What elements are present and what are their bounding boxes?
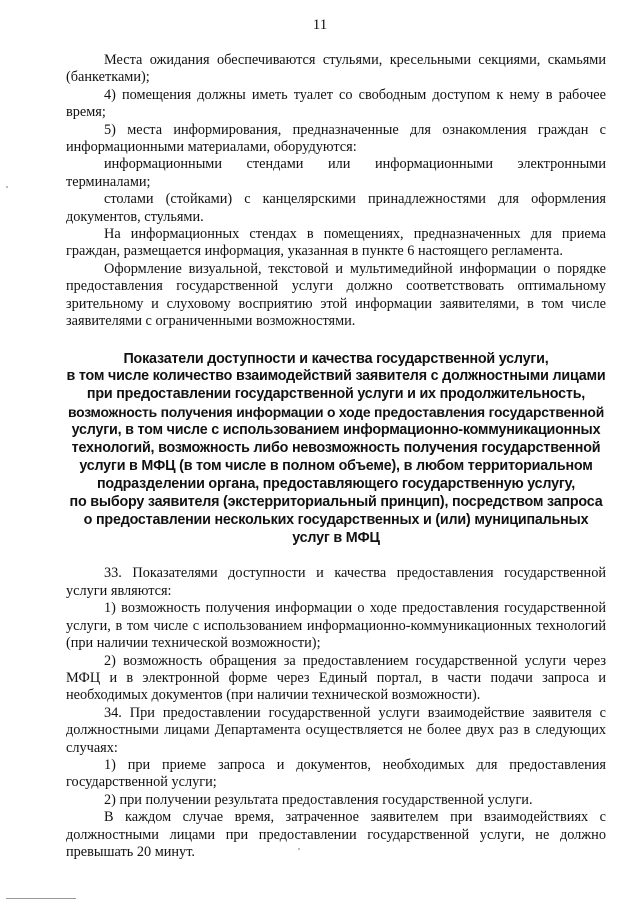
paragraph: 4) помещения должны иметь туалет со свободным доступом к нему в рабочее время; bbox=[66, 86, 606, 121]
paragraph: 5) места информирования, предназначенные для ознакомления граждан с информационными материалами, оборудуются: bbox=[66, 121, 606, 156]
paragraph: На информационных стендах в помещениях, предназначенных для приема граждан, размещается информация, указанная в пункте 6 настоящего регламента. bbox=[66, 226, 606, 260]
heading-line: при предоставлении государственной услуги и их продолжительность, bbox=[86, 386, 586, 403]
heading-line: услуги в МФЦ (в том числе в полном объеме), в любом территориальном bbox=[79, 457, 593, 474]
footer-rule bbox=[6, 898, 76, 899]
heading-line: услуги, в том числе с использованием информационно-коммуникационных bbox=[71, 422, 601, 439]
paragraph: 34. При предоставлении государственной услуги взаимодействие заявителя с должностными лицами Департамента осуществляется не более двух раз в следующих случаях: bbox=[66, 704, 606, 756]
section-requirements bbox=[66, 52, 606, 331]
paragraph: 33. Показателями доступности и качества предоставления государственной услуги являются: bbox=[66, 565, 606, 599]
section-heading bbox=[66, 351, 606, 548]
heading-line: Показатели доступности и качества государственной услуги, bbox=[123, 350, 549, 367]
page-number: 11 bbox=[312, 17, 328, 33]
paragraph: 1) при приеме запроса и документов, необходимых для предоставления государственной услуги; bbox=[66, 756, 606, 791]
heading-line: услуг в МФЦ bbox=[292, 529, 380, 546]
paragraph: столами (стойками) с канцелярскими принадлежностями для оформления документов, стульями. bbox=[66, 191, 606, 225]
heading-line: подразделении органа, предоставляющего государственную услугу, bbox=[96, 475, 576, 492]
paragraph: информационными стендами или информационными электронными терминалами; bbox=[66, 156, 606, 190]
scan-speck bbox=[298, 848, 300, 850]
scan-speck bbox=[6, 186, 8, 188]
heading-line: технологий, возможность либо невозможность получения государственной bbox=[71, 440, 601, 457]
paragraph: Оформление визуальной, текстовой и мультимедийной информации о порядке предоставления государственной услуги должно соответствовать оптимальному зрительному и слуховому восприятию этой информации заявителями, в том числе заявителями с ограниченными возможностями. bbox=[66, 260, 606, 330]
paragraph: Места ожидания обеспечиваются стульями, кресельными секциями, скамьями (банкетками); bbox=[66, 52, 606, 86]
paragraph: 1) возможность получения информации о ходе предоставления государственной услуги, в том числе с использованием информационно-коммуникационных технологий (при наличии технической возможности); bbox=[66, 600, 606, 652]
section-indicators bbox=[66, 565, 606, 861]
paragraph: 2) при получении результата предоставления государственной услуги. bbox=[104, 791, 533, 808]
paragraph: 2) возможность обращения за предоставлением государственной услуги через МФЦ и в электронной форме через Единый портал, в части подачи запроса и необходимых документов (при наличии технической возможности). bbox=[66, 652, 606, 704]
heading-line: возможность получения информации о ходе предоставления государственной bbox=[67, 404, 605, 421]
heading-line: о предоставлении нескольких государственных и (или) муниципальных bbox=[83, 511, 589, 528]
paragraph: В каждом случае время, затраченное заявителем при взаимодействиях с должностными лицами при предоставлении государственной услуги, не должно превышать 20 минут. bbox=[66, 809, 606, 860]
document-body bbox=[66, 52, 606, 861]
heading-line: в том числе количество взаимодействий заявителя с должностными лицами bbox=[66, 368, 606, 385]
heading-line: по выбору заявителя (экстерриториальный принцип), посредством запроса bbox=[69, 493, 603, 510]
